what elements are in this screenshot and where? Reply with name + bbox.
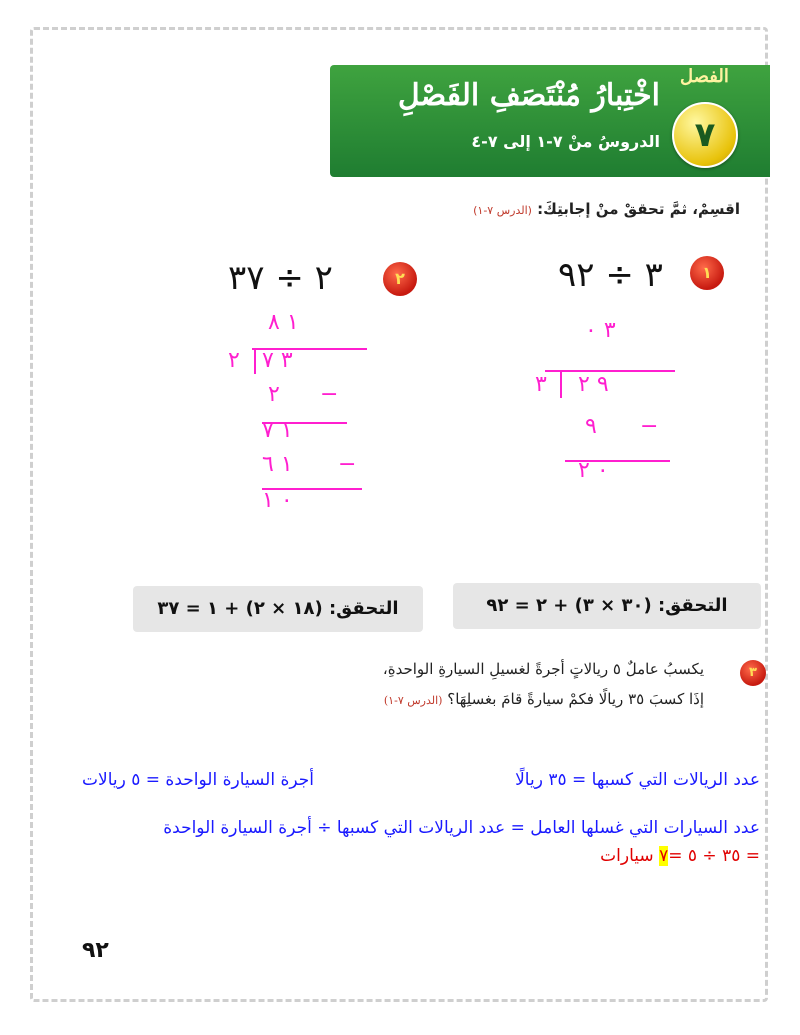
answer-highlight: ٧ <box>659 846 669 866</box>
division-bracket <box>254 348 256 374</box>
quotient: ١ ٨ <box>268 310 299 335</box>
division-bracket <box>560 370 562 398</box>
chapter-label: الفصل <box>680 66 729 87</box>
problem-expression: ٣ ÷ ٩٢ <box>558 255 663 295</box>
answer-unit: سيارات <box>600 846 654 866</box>
subtract-row: ١ ٦ <box>262 452 293 477</box>
solution-line-1-right: عدد الريالات التي كسبها = ٣٥ ريالًا <box>515 770 760 790</box>
page-number: ٩٢ <box>82 938 109 963</box>
banner-title: اخْتِبارُ مُنْتَصَفِ الفَصْلِ <box>397 78 660 113</box>
solution-line-3 <box>600 846 760 866</box>
remainder: ٠ ٢ <box>578 458 609 483</box>
chapter-number-badge: ٧ <box>672 102 738 168</box>
instruction-text: اقسِمْ، ثمَّ تحققْ منْ إجابتِكَ: <box>537 200 740 218</box>
dividend: ٣ ٧ <box>262 348 293 373</box>
minus-sign: − <box>320 382 345 407</box>
check-box: التحقق: (١٨ × ٢) + ١ = ٣٧ <box>133 586 423 632</box>
problem-expression: ٢ ÷ ٣٧ <box>228 258 333 298</box>
problem-number-badge: ٢ <box>383 262 417 296</box>
banner-subtitle: الدروسُ منْ ٧-١ إلى ٧-٤ <box>471 132 660 151</box>
remainder: ٠ ١ <box>262 488 293 513</box>
minus-sign: − <box>338 452 363 477</box>
word-problem-text: يكسبُ عاملٌ ٥ ريالاتٍ أجرةً لغسيلِ السيارةِ الواحدةِ، إذَا كسبَ ٣٥ ريالًا فكمْ سيارةً قامَ بغسلِهَا؟ <box>382 660 704 708</box>
problem-number-badge: ١ <box>690 256 724 290</box>
solution-line-1-left: أجرة السيارة الواحدة = ٥ ريالات <box>82 770 314 790</box>
word-problem <box>374 654 704 716</box>
minus-sign: − <box>640 414 665 439</box>
subtract-row: ٩ <box>585 414 597 439</box>
solution-line-2: عدد السيارات التي غسلها العامل = عدد الريالات التي كسبها ÷ أجرة السيارة الواحدة <box>163 818 760 838</box>
subtract-row: ٢ <box>268 382 280 407</box>
lesson-ref: (الدرس ٧-١) <box>383 694 443 707</box>
instruction <box>473 200 740 218</box>
lesson-ref: (الدرس ٧-١) <box>473 204 532 217</box>
solution-equation: = ٣٥ ÷ ٥ = <box>668 846 760 866</box>
bring-down-row: ١ ٧ <box>262 418 293 443</box>
divisor: ٣ <box>535 372 547 397</box>
check-box: التحقق: (٣٠ × ٣) + ٢ = ٩٢ <box>453 583 761 629</box>
divisor: ٢ <box>228 348 240 373</box>
quotient: ٣ ٠ <box>585 318 616 343</box>
dividend: ٩ ٢ <box>578 372 609 397</box>
division-bar <box>545 370 675 372</box>
problem-number-badge: ٣ <box>740 660 766 686</box>
